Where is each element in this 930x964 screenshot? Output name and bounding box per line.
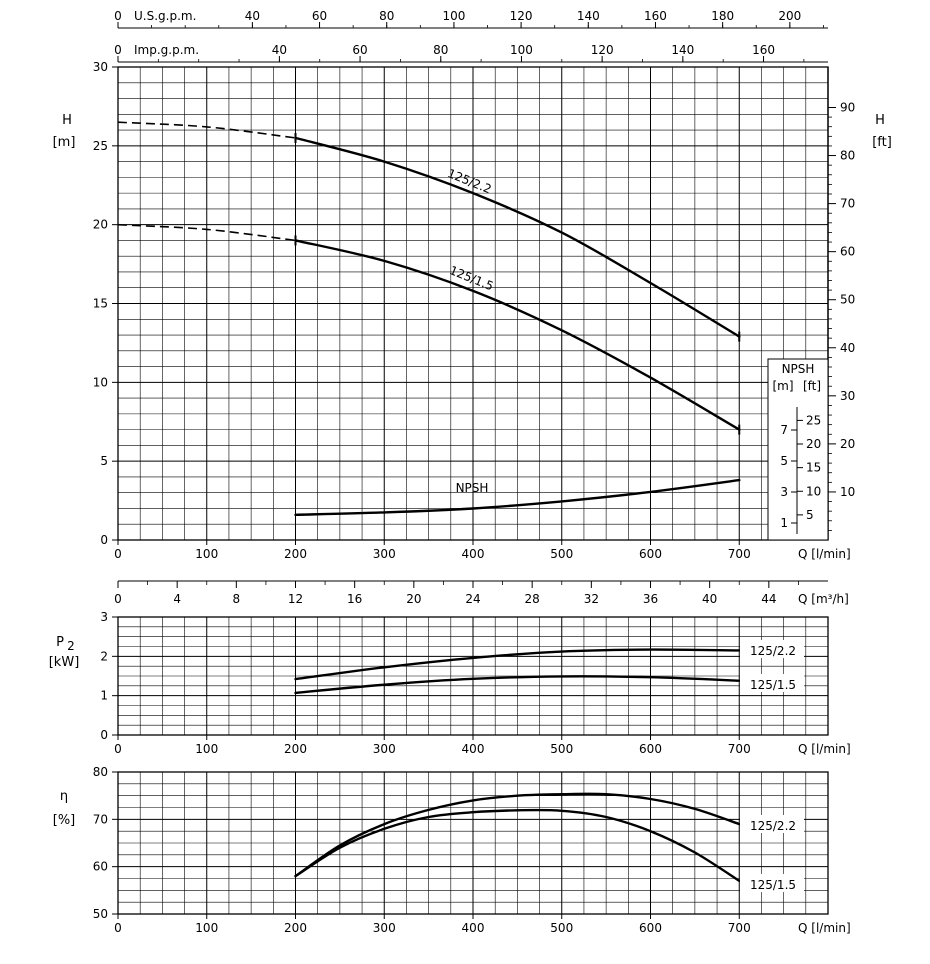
usgpm-tick-label: 200 (778, 9, 802, 23)
impgpm-zero-label: 0 (114, 43, 122, 57)
power-ylabel-sub: 2 (67, 639, 75, 653)
m3h-tick-label: 24 (465, 592, 481, 606)
m3h-tick-label: 0 (114, 592, 122, 606)
efficiency-curve-label-125-1-5: 125/1.5 (749, 878, 797, 892)
npsh-ft-tick-label: 25 (806, 413, 822, 428)
head-yunit: [m] (52, 135, 76, 150)
efficiency-xtick-label: 100 (195, 921, 219, 935)
head-ytick-label: 0 (100, 533, 108, 547)
efficiency-xaxis-label: Q [l/min] (798, 921, 851, 935)
efficiency-ylabel: η (59, 789, 69, 804)
head-ytick-label: 20 (92, 217, 108, 232)
head-xtick-label: 100 (195, 547, 219, 561)
power-ytick-label: 3 (100, 610, 108, 624)
m3h-tick-label: 20 (406, 592, 422, 606)
head-ytick-label: 5 (100, 454, 108, 469)
m3h-tick-label: 4 (173, 592, 181, 606)
impgpm-label: Imp.g.p.m. (134, 43, 200, 57)
usgpm-tick-label: 80 (379, 9, 395, 23)
head-curve-label-npsh: NPSH (455, 481, 489, 495)
ft-tick-label: 90 (840, 100, 856, 115)
power-yunit: [kW] (48, 655, 80, 670)
head-xtick-label: 0 (114, 547, 122, 561)
impgpm-tick-label: 120 (590, 43, 614, 57)
impgpm-tick-label: 40 (271, 43, 288, 57)
npsh-scale-title: NPSH (781, 362, 815, 376)
head-ytick-label: 25 (92, 138, 108, 153)
power-curve-label-125-2-2: 125/2.2 (749, 644, 797, 658)
head-xtick-label: 200 (284, 547, 307, 561)
power-ylabel: P (56, 635, 64, 650)
impgpm-tick-label: 80 (433, 43, 449, 57)
ft-tick-label: 30 (840, 388, 856, 403)
ft-tick-label: 60 (840, 244, 856, 259)
efficiency-xtick-label: 500 (550, 921, 574, 935)
head-ytick-label: 10 (92, 375, 108, 390)
npsh-ft-tick-label: 15 (806, 460, 822, 475)
m3h-tick-label: 16 (347, 592, 363, 606)
efficiency-ytick-label: 50 (92, 907, 108, 921)
m3h-axis-label: Q [m³/h] (798, 592, 849, 606)
power-xtick-label: 400 (461, 742, 485, 756)
efficiency-xtick-label: 0 (114, 921, 122, 935)
npsh-ft-tick-label: 20 (806, 437, 822, 452)
power-xtick-label: 500 (550, 742, 574, 756)
head-xaxis-label: Q [l/min] (798, 547, 851, 561)
power-ytick-label: 0 (100, 728, 108, 742)
head-ylabel: H (62, 113, 72, 128)
npsh-scale-unit-m: [m] (772, 379, 794, 393)
power-xtick-label: 600 (639, 742, 662, 756)
ft-tick-label: 10 (840, 484, 856, 499)
power-curve-label-125-1-5: 125/1.5 (749, 678, 797, 692)
power-xaxis-label: Q [l/min] (798, 742, 851, 756)
head-xtick-label: 700 (727, 547, 751, 561)
impgpm-tick-label: 140 (671, 43, 695, 57)
usgpm-zero-label: 0 (114, 9, 122, 23)
head-ylabel-right: H (875, 113, 885, 128)
usgpm-label: U.S.g.p.m. (134, 9, 197, 23)
text-layer (49, 9, 892, 935)
head-xtick-label: 300 (372, 547, 396, 561)
power-xtick-label: 300 (372, 742, 396, 756)
npsh-ft-tick-label: 5 (806, 507, 814, 522)
m3h-tick-label: 44 (761, 592, 777, 606)
usgpm-tick-label: 60 (311, 9, 328, 23)
power-xtick-label: 100 (195, 742, 219, 756)
ft-tick-label: 40 (840, 340, 856, 355)
power-xtick-label: 700 (727, 742, 751, 756)
npsh-ft-tick-label: 10 (806, 484, 822, 499)
efficiency-ytick-label: 60 (92, 859, 108, 874)
power-xtick-label: 0 (114, 742, 122, 756)
npsh-m-tick-label: 3 (780, 485, 788, 499)
impgpm-tick-label: 100 (510, 43, 533, 57)
efficiency-xtick-label: 200 (284, 921, 307, 935)
impgpm-tick-label: 160 (752, 43, 775, 57)
npsh-scale-unit-ft: [ft] (802, 379, 822, 393)
head-xtick-label: 500 (550, 547, 574, 561)
head-curve-label-125-1-5: 125/1.5 (447, 263, 496, 294)
head-ytick-label: 30 (92, 60, 108, 74)
m3h-tick-label: 36 (642, 592, 659, 606)
m3h-tick-label: 32 (583, 592, 599, 606)
efficiency-xtick-label: 300 (372, 921, 396, 935)
head-yunit-right: [ft] (872, 135, 892, 150)
head-curve-label-125-2-2: 125/2.2 (445, 166, 494, 197)
efficiency-yunit: [%] (52, 813, 76, 828)
ft-tick-label: 70 (840, 196, 856, 211)
efficiency-ytick-label: 70 (92, 812, 108, 827)
m3h-tick-label: 40 (702, 592, 718, 606)
head-xtick-label: 600 (639, 547, 662, 561)
head-ytick-label: 15 (92, 296, 108, 311)
usgpm-tick-label: 120 (509, 9, 533, 23)
usgpm-tick-label: 100 (442, 9, 466, 23)
npsh-m-tick-label: 5 (780, 454, 788, 468)
efficiency-curve-label-125-2-2: 125/2.2 (749, 819, 797, 833)
usgpm-tick-label: 40 (244, 9, 261, 23)
efficiency-xtick-label: 400 (461, 921, 485, 935)
npsh-m-tick-label: 1 (780, 516, 788, 530)
usgpm-tick-label: 180 (711, 9, 735, 23)
ft-tick-label: 20 (840, 436, 856, 451)
usgpm-tick-label: 140 (576, 9, 600, 23)
efficiency-ytick-label: 80 (92, 765, 108, 779)
efficiency-xtick-label: 700 (727, 921, 751, 935)
power-ytick-label: 1 (100, 688, 108, 703)
m3h-tick-label: 8 (232, 592, 241, 606)
m3h-tick-label: 12 (287, 592, 304, 606)
impgpm-tick-label: 60 (352, 43, 368, 57)
power-xtick-label: 200 (284, 742, 307, 756)
efficiency-xtick-label: 600 (639, 921, 662, 935)
curves-layer (118, 122, 804, 892)
head-xtick-label: 400 (461, 547, 485, 561)
power-ytick-label: 2 (100, 649, 108, 664)
axes-layer (112, 22, 836, 919)
usgpm-tick-label: 160 (644, 9, 667, 23)
ft-tick-label: 50 (840, 292, 856, 307)
ft-tick-label: 80 (840, 148, 856, 163)
npsh-m-tick-label: 7 (780, 423, 788, 437)
m3h-tick-label: 28 (524, 592, 540, 606)
